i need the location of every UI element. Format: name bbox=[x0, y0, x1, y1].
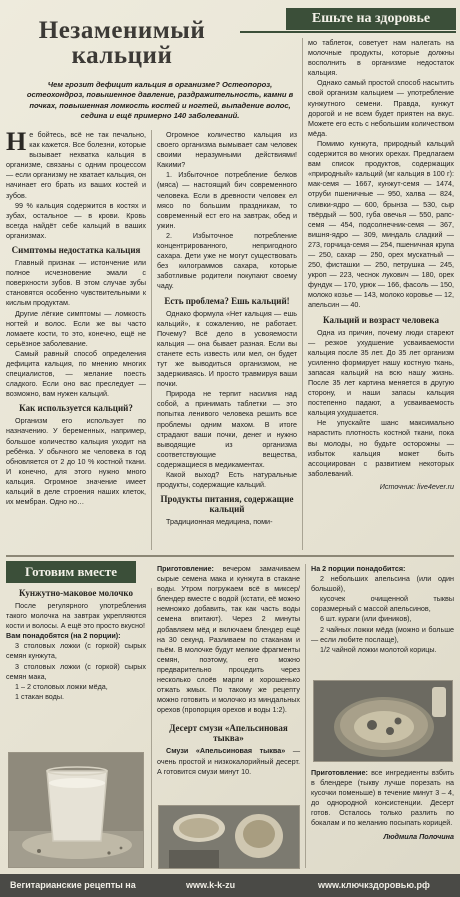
rubric-underline bbox=[240, 31, 456, 33]
smoothie-image bbox=[159, 806, 300, 869]
subheading-problem: Есть проблема? Ешь кальций! bbox=[164, 295, 290, 306]
footer-center-link[interactable]: www.k-k-zu bbox=[186, 880, 236, 890]
section-divider bbox=[6, 555, 454, 557]
dropcap: Н bbox=[6, 127, 27, 156]
article-column-3: мо таблеток, советует нам налегать на молочные продукты, которые должны восполнить в организме недостаток кальция. Однако самый простой способ насытить свой организм кальцием — употребление кунжутного семени. Правда, кунжут дорогой и не всем будет приятен на вкус. Можете его есть с небольшим количеством мёда. Помимо кунжута, природный кальций содержится во многих орехах. Предлагаем вам список продуктов, содержащих «природный» кальций (мг кальция в 100 г): мак-семя — 1667, кунжут-семя — 1474, отруби пшеничные — 950, халва — 824, сливки-ядро — 600, брынза — 530, сыр твёрдый — 500, губа овечья — 550, рапс-семя — 454, подсолнечник-семя — 367, вишня-ядро — 309, миндаль сладкий — 273, горчица-семя — 254, пшеничная крупа — 250, сахар — 250, орех мускатный — 250, фисташки — 250, петрушка — 245, укроп — 223, чеснок лукович — 180, орех фундук — 170, урюк — 166, фасоль — 150, молоко козье — 143, молоко коровье — 12, апельсин — 40. Кальций и возраст человека Одна из причин, почему люди стареют — резкое ухудшение усваиваемости кальция после 35 лет. До 35 лет организм усиленно формирует нашу костную ткань, запасая кальций на всю нашу жизнь. После 35 лет картина меняется в другую сторону, и наши запасы кальция постепенно падают, а усваиваемость кальция ухудшается. Не упускайте шанс максимально нарастить плотность костной ткани, пока вы молоды, но будьте осторожны — избыток кальция может быть ассоциирован с развитием некоторых заболеваний. Источник: live4ever.ru bbox=[308, 38, 454, 491]
recipe-1: Кунжутно-маковое молочко После регулярного употребления такого молочка на завтрак укрепляются кости и волосы. А ещё это просто вкусно! Вам понадобятся (на 2 порции): 3 столовых ложки (с горкой) сырых семян кунжута, 3 столовых ложки (с горкой) сырых семян мака, 1 – 2 столовых ложки мёда, 1 стакан воды. bbox=[6, 588, 146, 701]
recipe-1-title: Кунжутно-маковое молочко bbox=[19, 588, 133, 598]
pumpkin-image bbox=[314, 681, 453, 762]
recipe-1-steps: Приготовление: вечером замачиваем сырые семена мака и кунжута в стакане воды. Утром погружаем всё в миксер/блендер вместе с водой (кстати, её можно немножко добавить, так как часть воды семена впитают). Через 2 минуты добавляем мёд и включаем блендер ещё на 30 секунд. Разливаем по стаканам и пьём. В молочке будут мелкие фрагменты семян, поэтому, его можно предварительно процедить через несколько слоёв марли и хорошенько отжать жмых. По такому же рецепту можно готовить и молочко из миндальных орехов (пропорция орехов и воды 1:2). Десерт смузи «Апельсиновая тыква» Смузи «Апельсиновая тыква» — очень простой и низкокалорийный десерт. А готовится смузи минут 10. bbox=[157, 564, 300, 776]
subheading-usage: Как используется кальций? bbox=[19, 403, 133, 414]
column-rule bbox=[151, 588, 152, 868]
footer-right-link[interactable]: www.ключкздоровью.рф bbox=[318, 880, 430, 890]
recipe-2-steps: Приготовление: все ингредиенты взбить в блендере (тыкву лучше порезать на кусочки поменьше) в течение минут 3 – 4, до однородной консистенции. Десерт готов. Осталось только разлить по бокалам и по желанию посыпать корицей. Людмила Полочина bbox=[311, 768, 454, 841]
recipe-1-photo bbox=[8, 752, 144, 868]
column-rule bbox=[151, 130, 152, 550]
subheading-age: Кальций и возраст человека bbox=[323, 314, 439, 325]
rubric-banner: Ешьте на здоровье bbox=[286, 8, 456, 30]
section-banner: Готовим вместе bbox=[6, 561, 136, 583]
milk-glass-image bbox=[9, 753, 144, 868]
recipe-2-title: Десерт смузи «Апельсиновая тыква» bbox=[169, 723, 288, 744]
recipe-2-pumpkin-photo bbox=[313, 680, 453, 762]
subheading-symptoms: Симптомы недостатка кальция bbox=[11, 245, 141, 256]
article-lead: Чем грозит дефицит кальция в организме? Остеопороз, остеохондроз, повышенное давление, раздражительность, камни в почках, повышенная ломкость костей и ногтей, выпадение волос, седина и ещё примерно 140 заболеваний. bbox=[26, 80, 294, 121]
recipe-author: Людмила Полочина bbox=[383, 831, 454, 841]
column-rule bbox=[305, 564, 306, 868]
column-rule bbox=[302, 38, 303, 550]
article-title: Незаменимый кальций bbox=[38, 17, 206, 69]
recipe-2-ingredients: На 2 порции понадобится: 2 небольших апельсина (или один большой), кусочек очищенной тыквы соразмерный с массой апельсинов, 6 шт. кураги (или фиников), 2 чайных ложки мёда (можно и больше — если любите послаще), 1/2 чайной ложки молотой корицы. bbox=[311, 564, 454, 654]
article-column-1: Не бойтесь, всё не так печально, как кажется. Все болезни, которые вызывает нехватка кальция в организме, связаны с одним процессом — если организму не хватает кальция, он начинает его брать из ваших костей и зубов. 99 % кальция содержится в костях и зубах, остальное — в крови. Кровь всегда найдёт себе кальций в ваших организмах. Симптомы недостатка кальция Главный признак — истончение или полное исчезновение эмали с поверхности зубов. В этом случае зубы становятся особенно чувствительными к кислым продуктам. Другие лёгкие симптомы — ломкость ногтей и волос. Если же вы часто ломаете кости, то это, конечно, ещё не серьёзное заболевание. Самый равный способ определения дефицита кальция, по мнению многих специалистов, — желание поесть сладкого. Если оно вас преследует — возможно, вам нужен кальций. Как используется кальций? Организм его использует по назначению. У беременных, например, большое количество кальция уходит на ребёнка. У обычного же человека в год обновляется от 2 до 10 % костной ткани. И конечно, для этого нужно много кальция. Огромное значение имеет кальций в деле строения наших клеток, их мембран. Одно но… bbox=[6, 127, 146, 507]
footer-bar bbox=[0, 874, 460, 897]
recipe-2-photo bbox=[158, 805, 300, 869]
article-source: Источник: live4ever.ru bbox=[379, 481, 454, 491]
footer-left-text: Вегитарианские рецепты на bbox=[10, 880, 136, 890]
subheading-foods: Продукты питания, содержащие кальций bbox=[160, 494, 294, 515]
article-column-2: Огромное количество кальция из своего организма вымывает сам человек своими неразумными действиями! Какими? 1. Избыточное потребление белков (мяса) — настоящий бич современного человека. Если в древности человек ел мясо по большим праздникам, то современный ест его на завтрак, обед и ужин. 2. Избыточное потребление концентрированного, непригодного сахара. Дети уже не могут существовать без килограммов сахара, которые заботливые родители покупают своему чаду. Есть проблема? Ешь кальций! Однако формула «Нет кальция — ешь кальций», к сожалению, не работает. Почему? Всё дело в усвояемости кальция — она бывает разная. Если вы станете есть известь или мел, он будет тут же выводиться организмом, не задерживаясь. И просто травмируя ваши почки. Природа не терпит насилия над собой, а принимать таблетки — это попытка ленивого человека решить все проблемы одним махом. В итоге страдают ваши почки, денег и нужно выводящие из организма соответствующие вещества, содержащиеся в медикаментах. Какой выход? Есть натуральные продукты, содержащие кальций. Продукты питания, содержащие кальций Традиционная медицина, поми- bbox=[157, 130, 297, 527]
